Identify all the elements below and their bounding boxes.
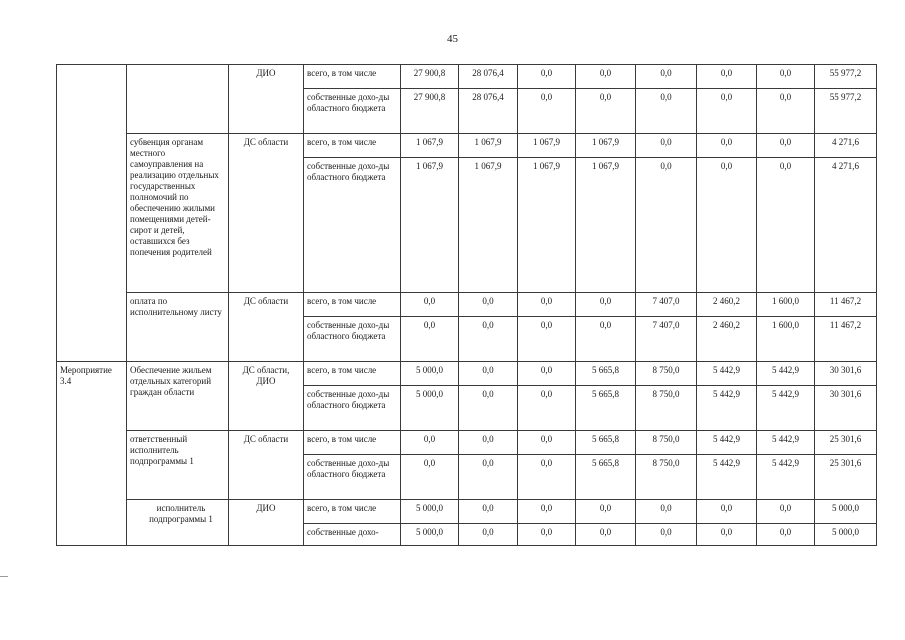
value-cell: 0,0 <box>459 362 518 386</box>
value-cell: 1 067,9 <box>518 134 576 158</box>
value-cell: 0,0 <box>636 89 697 134</box>
value-cell: 1 067,9 <box>459 158 518 293</box>
value-cell: 5 000,0 <box>401 362 459 386</box>
value-cell: 0,0 <box>576 293 636 317</box>
value-cell: 5 442,9 <box>757 455 815 500</box>
funding-kind-cell: собственные дохо-ды областного бюджета <box>304 386 401 431</box>
value-cell: 5 665,8 <box>576 455 636 500</box>
value-cell: 8 750,0 <box>636 386 697 431</box>
value-cell: 5 665,8 <box>576 431 636 455</box>
value-cell: 8 750,0 <box>636 431 697 455</box>
value-cell: 0,0 <box>697 89 757 134</box>
value-cell: 5 442,9 <box>757 362 815 386</box>
value-cell: 27 900,8 <box>401 65 459 89</box>
value-cell: 5 442,9 <box>697 386 757 431</box>
funding-kind-cell: всего, в том числе <box>304 362 401 386</box>
value-cell: 0,0 <box>459 386 518 431</box>
funding-kind-cell: собственные дохо-ды областного бюджета <box>304 158 401 293</box>
description-cell: ответственный исполнитель подпрограммы 1 <box>127 431 229 500</box>
total-cell: 55 977,2 <box>815 89 877 134</box>
value-cell: 1 600,0 <box>757 317 815 362</box>
value-cell: 5 442,9 <box>757 431 815 455</box>
value-cell: 0,0 <box>636 134 697 158</box>
value-cell: 0,0 <box>757 500 815 524</box>
funding-kind-cell: всего, в том числе <box>304 65 401 89</box>
value-cell: 0,0 <box>757 134 815 158</box>
table-row <box>57 500 877 524</box>
value-cell: 5 442,9 <box>697 362 757 386</box>
total-cell: 11 467,2 <box>815 317 877 362</box>
funding-kind-cell: всего, в том числе <box>304 500 401 524</box>
value-cell: 0,0 <box>757 65 815 89</box>
value-cell: 1 067,9 <box>518 158 576 293</box>
value-cell: 0,0 <box>401 293 459 317</box>
value-cell: 0,0 <box>401 455 459 500</box>
funding-kind-cell: всего, в том числе <box>304 293 401 317</box>
responsible-cell: ДС области, ДИО <box>229 362 304 431</box>
value-cell: 5 442,9 <box>697 431 757 455</box>
funding-kind-cell: собственные дохо-ды областного бюджета <box>304 455 401 500</box>
value-cell: 5 000,0 <box>401 500 459 524</box>
value-cell: 0,0 <box>576 317 636 362</box>
total-cell: 5 000,0 <box>815 524 877 546</box>
value-cell: 0,0 <box>757 524 815 546</box>
description-cell <box>127 65 229 134</box>
value-cell: 8 750,0 <box>636 455 697 500</box>
value-cell: 0,0 <box>636 500 697 524</box>
responsible-cell: ДИО <box>229 500 304 546</box>
responsible-cell: ДИО <box>229 65 304 134</box>
total-cell: 25 301,6 <box>815 455 877 500</box>
value-cell: 0,0 <box>576 65 636 89</box>
value-cell: 0,0 <box>576 500 636 524</box>
value-cell: 5 000,0 <box>401 524 459 546</box>
value-cell: 2 460,2 <box>697 317 757 362</box>
value-cell: 2 460,2 <box>697 293 757 317</box>
value-cell: 0,0 <box>518 362 576 386</box>
value-cell: 0,0 <box>518 89 576 134</box>
value-cell: 0,0 <box>518 431 576 455</box>
total-cell: 55 977,2 <box>815 65 877 89</box>
total-cell: 5 000,0 <box>815 500 877 524</box>
value-cell: 0,0 <box>576 89 636 134</box>
value-cell: 0,0 <box>757 89 815 134</box>
funding-kind-cell: собственные дохо-ды областного бюджета <box>304 89 401 134</box>
responsible-cell: ДС области <box>229 134 304 293</box>
table-row <box>57 134 877 158</box>
total-cell: 25 301,6 <box>815 431 877 455</box>
value-cell: 0,0 <box>518 524 576 546</box>
value-cell: 0,0 <box>518 500 576 524</box>
value-cell: 28 076,4 <box>459 89 518 134</box>
total-cell: 30 301,6 <box>815 386 877 431</box>
value-cell: 0,0 <box>518 65 576 89</box>
value-cell: 5 665,8 <box>576 362 636 386</box>
value-cell: 0,0 <box>518 455 576 500</box>
funding-kind-cell: всего, в том числе <box>304 134 401 158</box>
value-cell: 0,0 <box>459 293 518 317</box>
value-cell: 1 067,9 <box>576 134 636 158</box>
value-cell: 1 067,9 <box>459 134 518 158</box>
description-cell: Обеспечение жильем отдельных категорий граждан области <box>127 362 229 431</box>
value-cell: 0,0 <box>697 134 757 158</box>
value-cell: 0,0 <box>459 431 518 455</box>
value-cell: 0,0 <box>401 431 459 455</box>
event-cell <box>57 65 127 362</box>
value-cell: 0,0 <box>636 158 697 293</box>
value-cell: 0,0 <box>636 524 697 546</box>
value-cell: 5 442,9 <box>757 386 815 431</box>
value-cell: 0,0 <box>459 500 518 524</box>
total-cell: 4 271,6 <box>815 158 877 293</box>
value-cell: 0,0 <box>757 158 815 293</box>
value-cell: 0,0 <box>636 65 697 89</box>
total-cell: 30 301,6 <box>815 362 877 386</box>
funding-kind-cell: собственные дохо- <box>304 524 401 546</box>
value-cell: 0,0 <box>518 293 576 317</box>
value-cell: 8 750,0 <box>636 362 697 386</box>
funding-kind-cell: всего, в том числе <box>304 431 401 455</box>
value-cell: 0,0 <box>518 386 576 431</box>
value-cell: 0,0 <box>401 317 459 362</box>
value-cell: 0,0 <box>459 524 518 546</box>
description-cell: субвенция органам местного самоуправления на реализацию отдельных государственных полномочий по обеспечению жилыми помещениями детей-сирот и детей, оставшихся без попечения родителей <box>127 134 229 293</box>
value-cell: 0,0 <box>697 65 757 89</box>
description-cell: оплата по исполнительному листу <box>127 293 229 362</box>
value-cell: 0,0 <box>697 158 757 293</box>
value-cell: 7 407,0 <box>636 293 697 317</box>
event-cell: Мероприятие 3.4 <box>57 362 127 546</box>
table-row <box>57 431 877 455</box>
value-cell: 5 000,0 <box>401 386 459 431</box>
table-row <box>57 362 877 386</box>
budget-table <box>56 64 877 546</box>
value-cell: 0,0 <box>697 524 757 546</box>
page-number: 45 <box>447 33 458 45</box>
responsible-cell: ДС области <box>229 293 304 362</box>
value-cell: 28 076,4 <box>459 65 518 89</box>
table-row <box>57 65 877 89</box>
value-cell: 0,0 <box>459 317 518 362</box>
value-cell: 1 067,9 <box>576 158 636 293</box>
value-cell: 1 067,9 <box>401 134 459 158</box>
value-cell: 0,0 <box>697 500 757 524</box>
table-row <box>57 293 877 317</box>
value-cell: 1 600,0 <box>757 293 815 317</box>
value-cell: 27 900,8 <box>401 89 459 134</box>
value-cell: 7 407,0 <box>636 317 697 362</box>
value-cell: 5 442,9 <box>697 455 757 500</box>
total-cell: 4 271,6 <box>815 134 877 158</box>
scan-edge-mark <box>0 576 8 577</box>
value-cell: 0,0 <box>576 524 636 546</box>
funding-kind-cell: собственные дохо-ды областного бюджета <box>304 317 401 362</box>
description-cell: исполнитель подпрограммы 1 <box>127 500 229 546</box>
responsible-cell: ДС области <box>229 431 304 500</box>
value-cell: 0,0 <box>459 455 518 500</box>
total-cell: 11 467,2 <box>815 293 877 317</box>
value-cell: 0,0 <box>518 317 576 362</box>
value-cell: 1 067,9 <box>401 158 459 293</box>
value-cell: 5 665,8 <box>576 386 636 431</box>
